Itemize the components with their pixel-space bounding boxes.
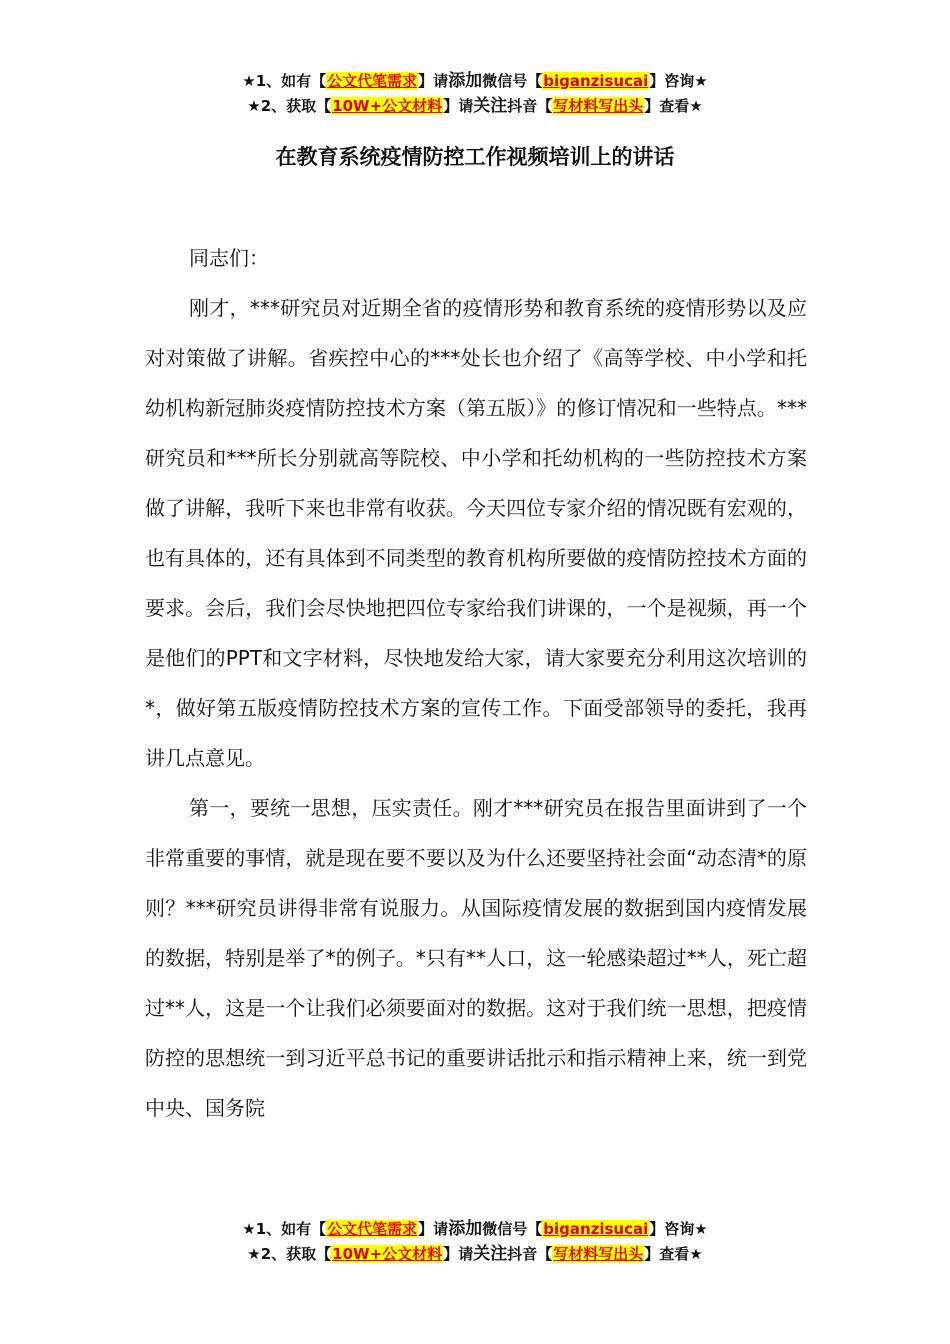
banner-text: 抖音【	[507, 97, 553, 115]
banner-line-2	[0, 1242, 950, 1267]
banner-highlight-service: 公文代笔需求	[327, 72, 418, 90]
footer-banner	[0, 1217, 950, 1267]
banner-line-1	[0, 1217, 950, 1242]
banner-highlight-wechat: biganzisucai	[543, 1220, 649, 1238]
banner-line-2	[0, 94, 950, 119]
banner-text: 】请	[443, 1245, 474, 1263]
document-title: 在教育系统疫情防控工作视频培训上的讲话	[275, 145, 675, 169]
banner-text: 抖音【	[507, 1245, 553, 1263]
banner-text: 】请	[418, 1220, 449, 1238]
banner-highlight-service: 公文代笔需求	[327, 1220, 418, 1238]
salutation: 同志们：	[189, 246, 269, 270]
banner-text: ★1、如有【	[242, 72, 327, 90]
banner-text: 微信号【	[482, 1220, 543, 1238]
paragraph: 刚才，***研究员对近期全省的疫情形势和教育系统的疫情形势以及应对对策做了讲解。省疾控中心的***处长也介绍了《高等学校、中小学和托幼机构新冠肺炎疫情防控技术方案（第五版）》的修订情况和一些特点。***研究员和***所长分别就高等院校、中小学和托幼机构的一些防控技术方案做了讲解，我听下来也非常有收获。今天四位专家介绍的情况既有宏观的，也有具体的，还有具体到不同类型的教育机构所要做的疫情防控技术方面的要求。会后，我们会尽快地把四位专家给我们讲课的，一个是视频，再一个是他们的PPT和文字材料，尽快地发给大家，请大家要充分利用这次培训的*，做好第五版疫情防控技术方案的宣传工作。下面受部领导的委托，我再讲几点意见。	[145, 296, 807, 770]
banner-text: ★1、如有【	[242, 1220, 327, 1238]
document-body	[145, 233, 807, 1133]
banner-text: ★2、获取【	[247, 97, 332, 115]
banner-text: 】咨询★	[649, 72, 708, 90]
banner-highlight-materials: 10W+公文材料	[332, 97, 443, 115]
banner-emphasis: 添加	[448, 1219, 483, 1239]
banner-emphasis: 关注	[473, 96, 508, 116]
banner-highlight-materials: 10W+公文材料	[332, 1245, 443, 1263]
banner-highlight-wechat: biganzisucai	[543, 72, 649, 90]
paragraph: 第一，要统一思想，压实责任。刚才***研究员在报告里面讲到了一个非常重要的事情，就是现在要不要以及为什么还要坚持社会面“动态清*的原则？***研究员讲得非常有说服力。从国际疫情发展的数据到国内疫情发展的数据，特别是举了*的例子。*只有**人口，这一轮感染超过**人，死亡超过**人，这是一个让我们必须要面对的数据。这对于我们统一思想，把疫情防控的思想统一到习近平总书记的重要讲话批示和指示精神上来，统一到党中央、国务院	[145, 796, 807, 1120]
banner-emphasis: 关注	[473, 1244, 508, 1264]
banner-text: 】查看★	[644, 97, 703, 115]
banner-text: 】请	[443, 97, 474, 115]
banner-highlight-douyin: 写材料写出头	[553, 1245, 644, 1263]
banner-highlight-douyin: 写材料写出头	[553, 97, 644, 115]
header-banner	[0, 69, 950, 119]
banner-text: 】咨询★	[649, 1220, 708, 1238]
banner-text: 】查看★	[644, 1245, 703, 1263]
banner-line-1	[0, 69, 950, 94]
banner-text: 】请	[418, 72, 449, 90]
banner-text: ★2、获取【	[247, 1245, 332, 1263]
banner-text: 微信号【	[482, 72, 543, 90]
banner-emphasis: 添加	[448, 71, 483, 91]
